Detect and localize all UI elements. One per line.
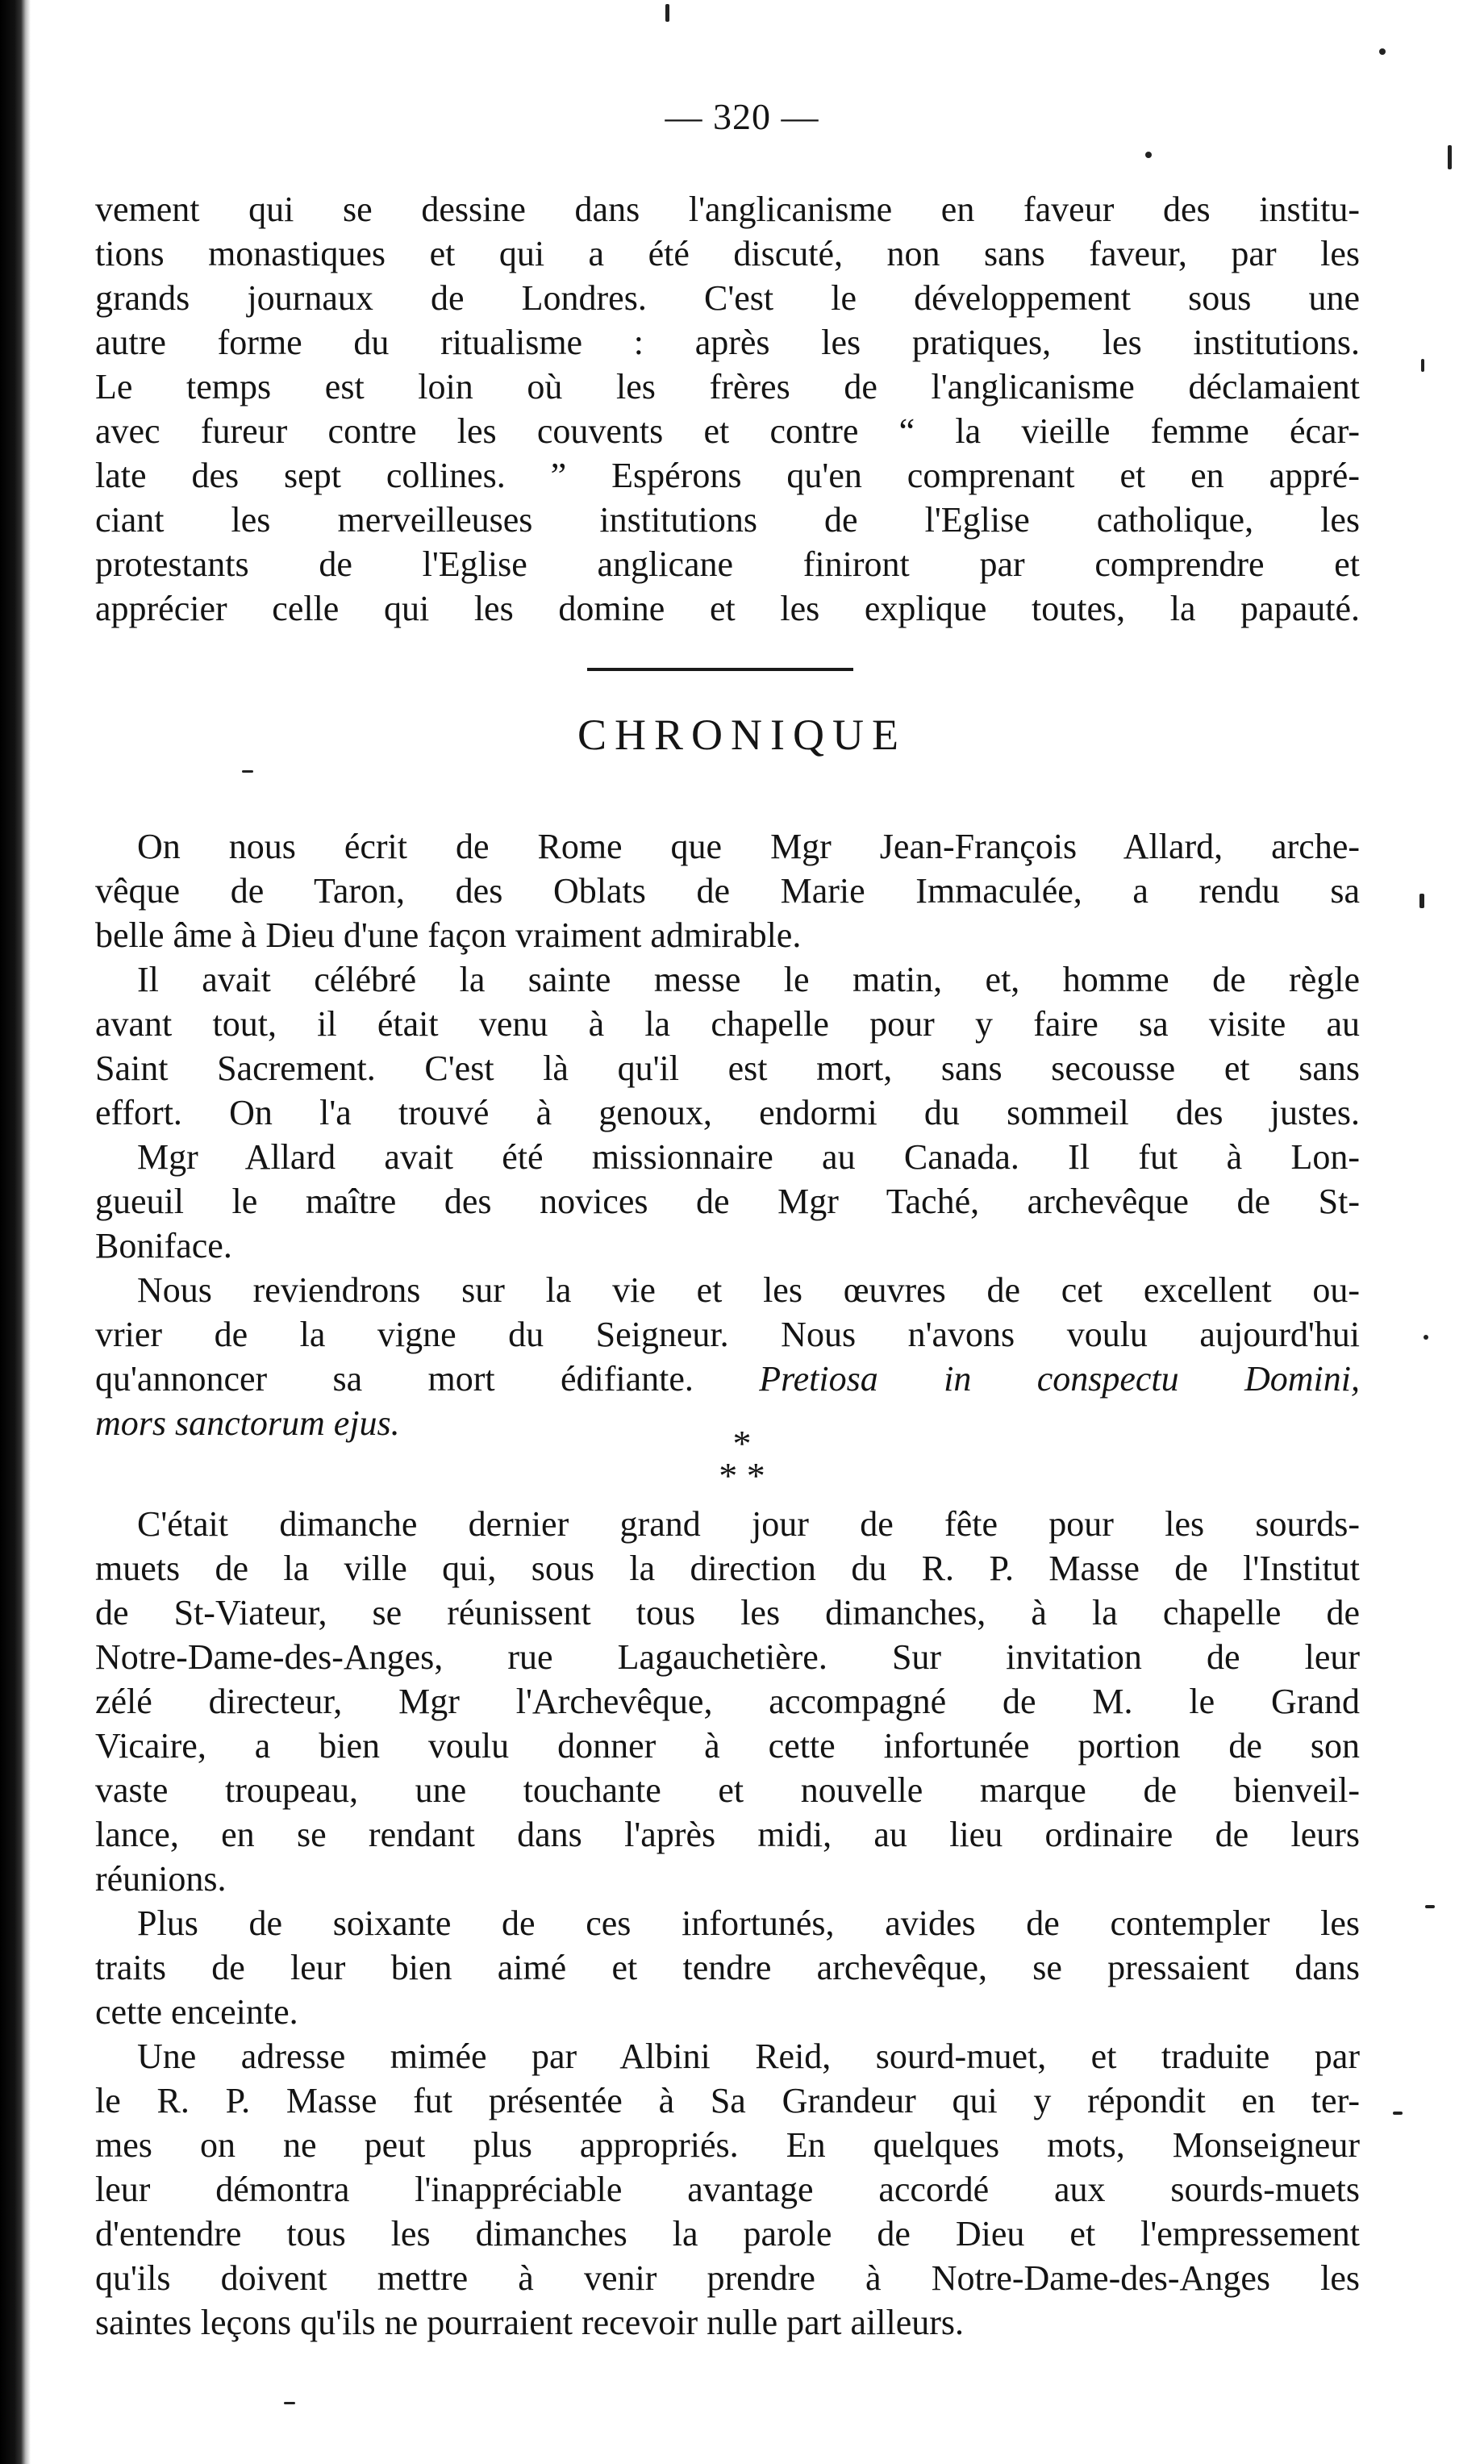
scan-speck [284, 2402, 295, 2404]
text-line: apprécier celle qui les domine et les explique toutes, la papauté. [95, 589, 1360, 628]
page-number: — 320 — [665, 96, 819, 137]
text-line: vement qui se dessine dans l'anglicanisme en faveur des institu- [95, 190, 1360, 229]
text-line: avec fureur contre les couvents et contre “ la vieille femme écar- [95, 411, 1360, 451]
text-line: vaste troupeau, une touchante et nouvelle marque de bienveil- [95, 1770, 1360, 1810]
text-line: Une adresse mimée par Albini Reid, sourd-muet, et traduite par [137, 2037, 1360, 2076]
binding-edge [0, 0, 31, 2464]
text-line: d'entendre tous les dimanches la parole de Dieu et l'empressement [95, 2214, 1360, 2253]
scan-speck [1393, 2112, 1403, 2115]
text-line: Boniface. [95, 1226, 232, 1265]
asterism-stars: * * [719, 1455, 765, 1496]
text-line: qu'ils doivent mettre à venir prendre à Notre-Dame-des-Anges les [95, 2258, 1360, 2298]
asterism-star: * [732, 1423, 752, 1464]
scan-speck [242, 770, 253, 773]
text-line: Le temps est loin où les frères de l'anglicanisme déclamaient [95, 367, 1360, 406]
text-line: saintes leçons qu'ils ne pourraient recevoir nulle part ailleurs. [95, 2303, 965, 2342]
text-line: Plus de soixante de ces infortunés, avides de contempler les [137, 1903, 1360, 1943]
scan-speck [1419, 894, 1424, 908]
scan-speck [1424, 1335, 1428, 1340]
text-line: gueuil le maître des novices de Mgr Taché, archevêque de St- [95, 1182, 1360, 1221]
intro-paragraph [95, 187, 1360, 631]
text-line: belle âme à Dieu d'une façon vraiment admirable. [95, 915, 802, 955]
text-line: cette enceinte. [95, 1992, 298, 2032]
text-line: zélé directeur, Mgr l'Archevêque, accompagné de M. le Grand [95, 1682, 1360, 1721]
text-line: avant tout, il était venu à la chapelle pour y faire sa visite au [95, 1004, 1360, 1044]
latin-quote: Pretiosa in conspectu Domini, [759, 1359, 1360, 1399]
text-line: autre forme du ritualisme : après les pratiques, les institutions. [95, 323, 1360, 362]
latin-quote: mors sanctorum ejus. [95, 1403, 400, 1443]
text-line: lance, en se rendant dans l'après midi, au lieu ordinaire de leurs [95, 1815, 1360, 1854]
section-divider [587, 668, 853, 671]
text-line: grands journaux de Londres. C'est le développement sous une [95, 278, 1360, 318]
section-title: CHRONIQUE [577, 711, 907, 759]
text-fragment: qu'annoncer sa mort édifiante. [95, 1359, 694, 1399]
chronicle-allard [95, 824, 1360, 1445]
text-line: effort. On l'a trouvé à genoux, endormi du sommeil des justes. [95, 1093, 1360, 1132]
scan-speck [1421, 359, 1424, 372]
text-line: tions monastiques et qui a été discuté, non sans faveur, par les [95, 234, 1360, 273]
scan-speck [665, 4, 669, 22]
text-line: réunions. [95, 1859, 227, 1899]
scan-speck [1379, 48, 1386, 55]
text-line [95, 1357, 1360, 1401]
text-line: muets de la ville qui, sous la direction du R. P. Masse de l'Institut [95, 1549, 1360, 1588]
text-line: Saint Sacrement. C'est là qu'il est mort, sans secousse et sans [95, 1049, 1360, 1088]
text-line: Il avait célébré la sainte messe le matin, et, homme de règle [137, 960, 1360, 999]
text-line: vrier de la vigne du Seigneur. Nous n'avons voulu aujourd'hui [95, 1315, 1360, 1354]
scan-speck [1425, 1905, 1435, 1908]
chronicle-deaf-mutes [95, 1502, 1360, 2345]
text-line: Nous reviendrons sur la vie et les œuvres de cet excellent ou- [137, 1270, 1360, 1310]
text-line: late des sept collines. ” Espérons qu'en comprenant et en appré- [95, 456, 1360, 495]
text-line: de St-Viateur, se réunissent tous les dimanches, à la chapelle de [95, 1593, 1360, 1632]
text-line: le R. P. Masse fut présentée à Sa Grandeur qui y répondit en ter- [95, 2081, 1360, 2120]
text-line: Vicaire, a bien voulu donner à cette infortunée portion de son [95, 1726, 1360, 1766]
text-line: traits de leur bien aimé et tendre archevêque, se pressaient dans [95, 1948, 1360, 1987]
scan-speck [1145, 152, 1152, 158]
text-line: protestants de l'Eglise anglicane finiront par comprendre et [95, 544, 1360, 584]
text-line: Mgr Allard avait été missionnaire au Canada. Il fut à Lon- [137, 1137, 1360, 1177]
text-line: ciant les merveilleuses institutions de l'Eglise catholique, les [95, 500, 1360, 540]
text-line: mes on ne peut plus appropriés. En quelques mots, Monseigneur [95, 2125, 1360, 2165]
text-line: leur démontra l'inappréciable avantage accordé aux sourds-muets [95, 2170, 1360, 2209]
text-line: vêque de Taron, des Oblats de Marie Immaculée, a rendu sa [95, 871, 1360, 911]
text-line: On nous écrit de Rome que Mgr Jean-François Allard, arche- [137, 827, 1360, 866]
text-line: C'était dimanche dernier grand jour de fête pour les sourds- [137, 1504, 1360, 1544]
scan-speck [1448, 145, 1452, 169]
text-line: Notre-Dame-des-Anges, rue Lagauchetière. Sur invitation de leur [95, 1637, 1360, 1677]
